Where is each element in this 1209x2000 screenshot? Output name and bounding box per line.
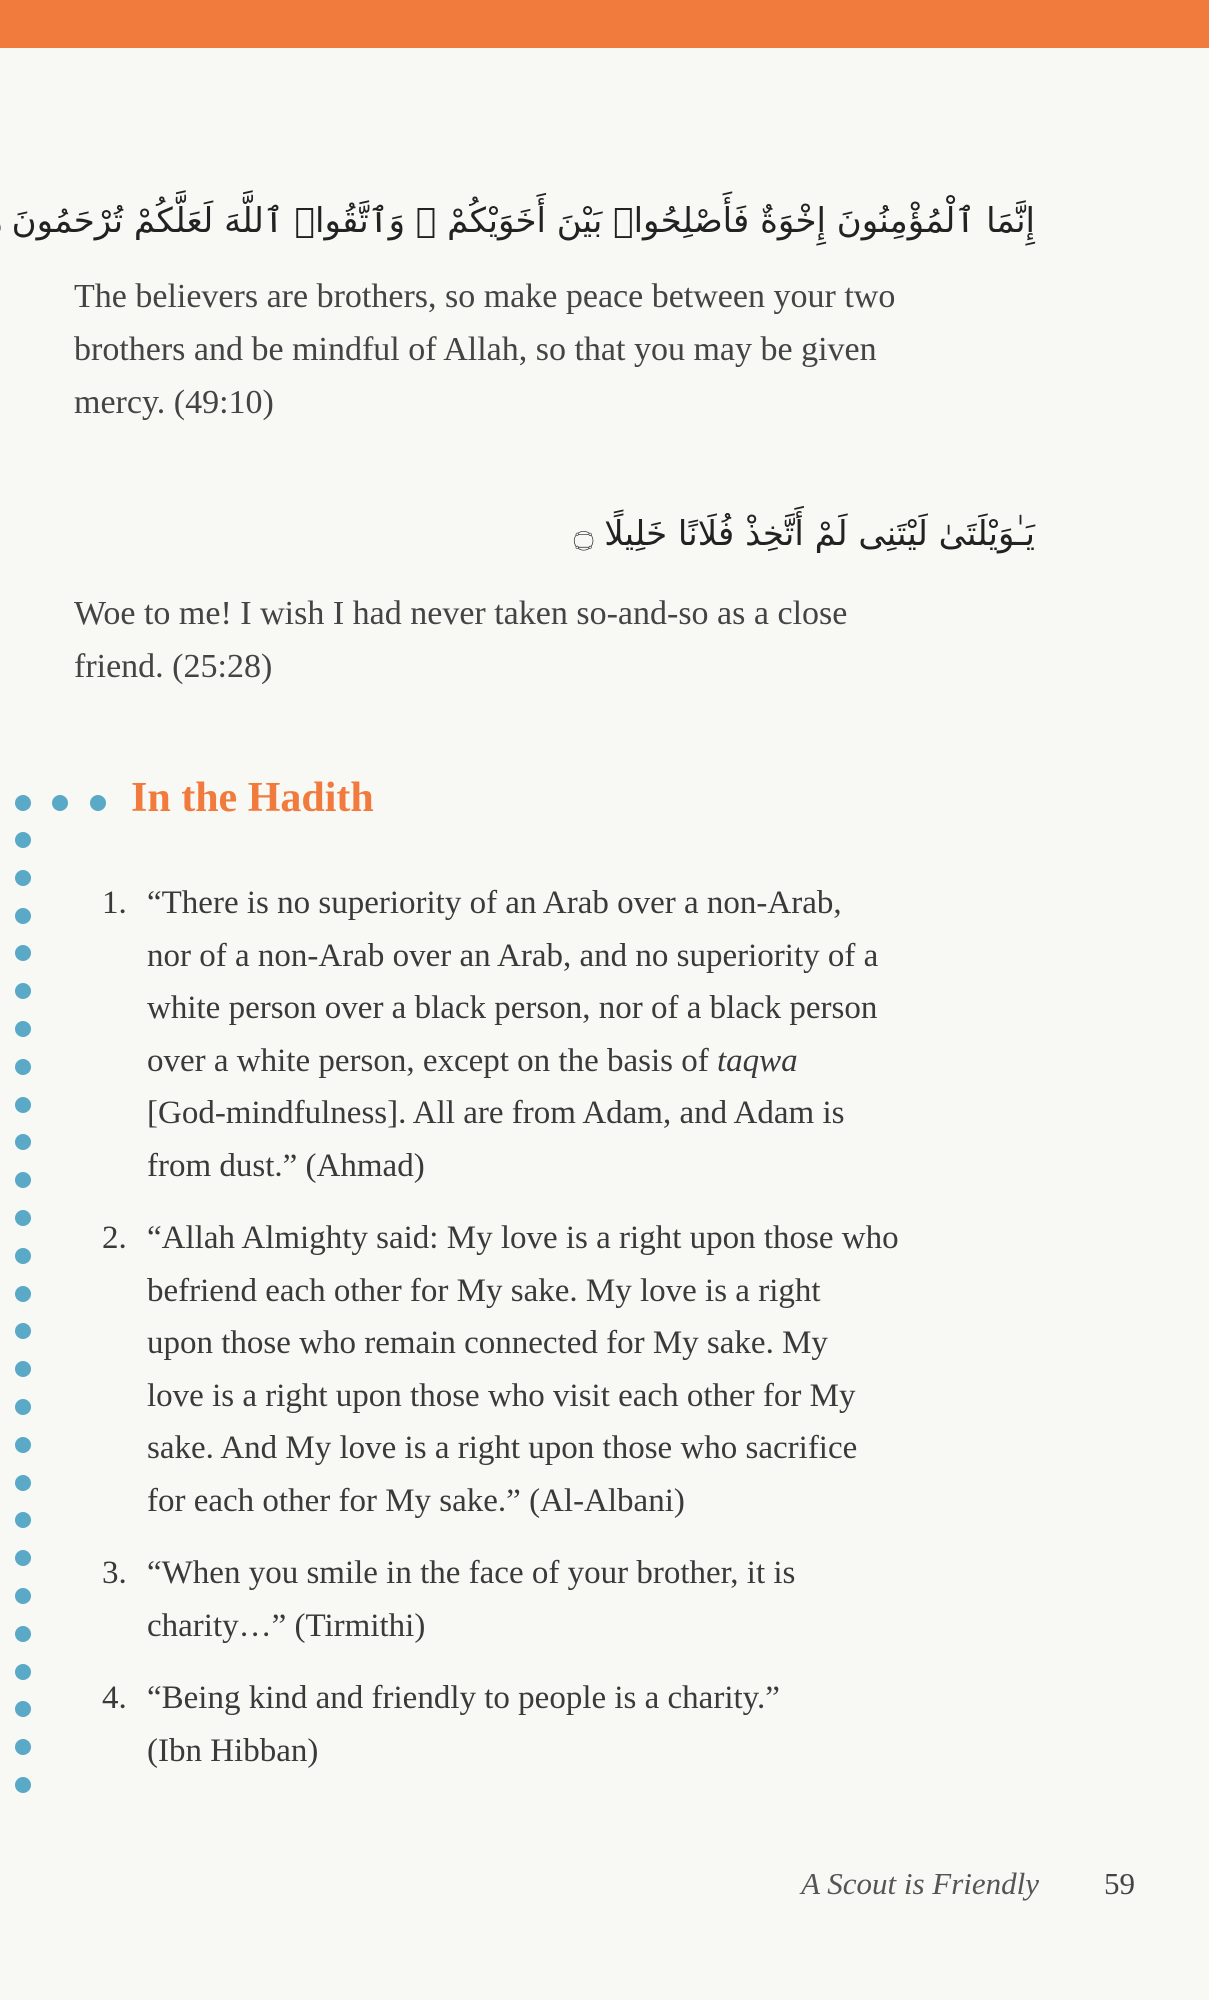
list-number: 1. [102,885,127,921]
text-line: love is a right upon those who visit each other for My [147,1377,856,1414]
list-text [147,1547,795,1652]
dot [15,1248,31,1264]
text-line: [God-mindfulness]. All are from Adam, and Adam is [147,1095,845,1132]
dot [15,1739,31,1755]
list-text [147,1212,899,1528]
text-line: befriend each other for My sake. My love is a right [147,1272,821,1309]
text-line: charity…” (Tirmithi) [147,1607,426,1644]
text-line: white person over a black person, nor of a black person [147,990,878,1027]
text-line: from dust.” (Ahmad) [147,1147,425,1184]
dot [15,1664,31,1680]
dot [15,1550,31,1566]
dot [15,1626,31,1642]
quran-verse-arabic: إِنَّمَا ٱلْمُؤْمِنُونَ إِخْوَةٌ فَأَصْلِحُوا۟ بَيْنَ أَخَوَيْكُمْ ۚ وَٱتَّقُوا۟ ٱللَّهَ لَعَلَّكُمْ تُرْحَمُونَ [11,201,1035,241]
dot [15,1701,31,1717]
dot [15,832,31,848]
dot [90,795,106,811]
running-footer-title: A Scout is Friendly [801,1866,1039,1901]
text-line: (Ibn Hibban) [147,1732,319,1769]
page-number: 59 [1104,1866,1135,1901]
list-number: 3. [102,1555,127,1591]
dot [15,870,31,886]
dot [15,1777,31,1793]
text-line: mercy. (49:10) [74,384,274,421]
dot [15,1097,31,1113]
dot [15,1588,31,1604]
dot [15,983,31,999]
list-text [147,877,878,1193]
text-line: friend. (25:28) [74,648,273,685]
dot [15,1512,31,1528]
dot [15,945,31,961]
text-line: “Being kind and friendly to people is a charity.” [147,1680,780,1716]
section-heading: In the Hadith [131,775,374,821]
dot [15,1134,31,1150]
quran-translation [74,270,895,429]
dot [15,1172,31,1188]
dot [15,1399,31,1415]
dot [15,1475,31,1491]
text-line: Woe to me! I wish I had never taken so-and-so as a close [74,595,848,632]
text-line: “Allah Almighty said: My love is a right upon those who [147,1220,899,1256]
text-line: sake. And My love is a right upon those who sacrifice [147,1430,858,1467]
dot [15,908,31,924]
list-text [147,1672,780,1777]
list-number: 4. [102,1680,127,1716]
dot [15,1361,31,1377]
text-line: for each other for My sake.” (Al-Albani) [147,1482,685,1519]
italic-term: taqwa [717,1042,798,1079]
text-line: The believers are brothers, so make peace between your two [74,278,896,315]
dot [15,1286,31,1302]
text-line: “When you smile in the face of your brother, it is [147,1555,796,1591]
quran-verse-arabic: يَـٰوَيْلَتَىٰ لَيْتَنِى لَمْ أَتَّخِذْ فُلَانًا خَلِيلًا ۝ [573,514,1035,554]
dot [15,1323,31,1339]
dot [52,795,68,811]
text-line: upon those who remain connected for My sake. My [147,1325,828,1362]
text-line: over a white person, except on the basis of taqwa [147,1042,798,1079]
text-line: “There is no superiority of an Arab over a non-Arab, [147,885,842,921]
text-line: brothers and be mindful of Allah, so that you may be given [74,331,877,368]
quran-translation [74,587,847,693]
dot [15,1437,31,1453]
dot [15,1059,31,1075]
list-number: 2. [102,1220,127,1256]
dot [15,1021,31,1037]
dot [15,1210,31,1226]
dot [15,795,31,811]
top-color-band [0,0,1209,48]
text-line: nor of a non-Arab over an Arab, and no superiority of a [147,937,879,974]
